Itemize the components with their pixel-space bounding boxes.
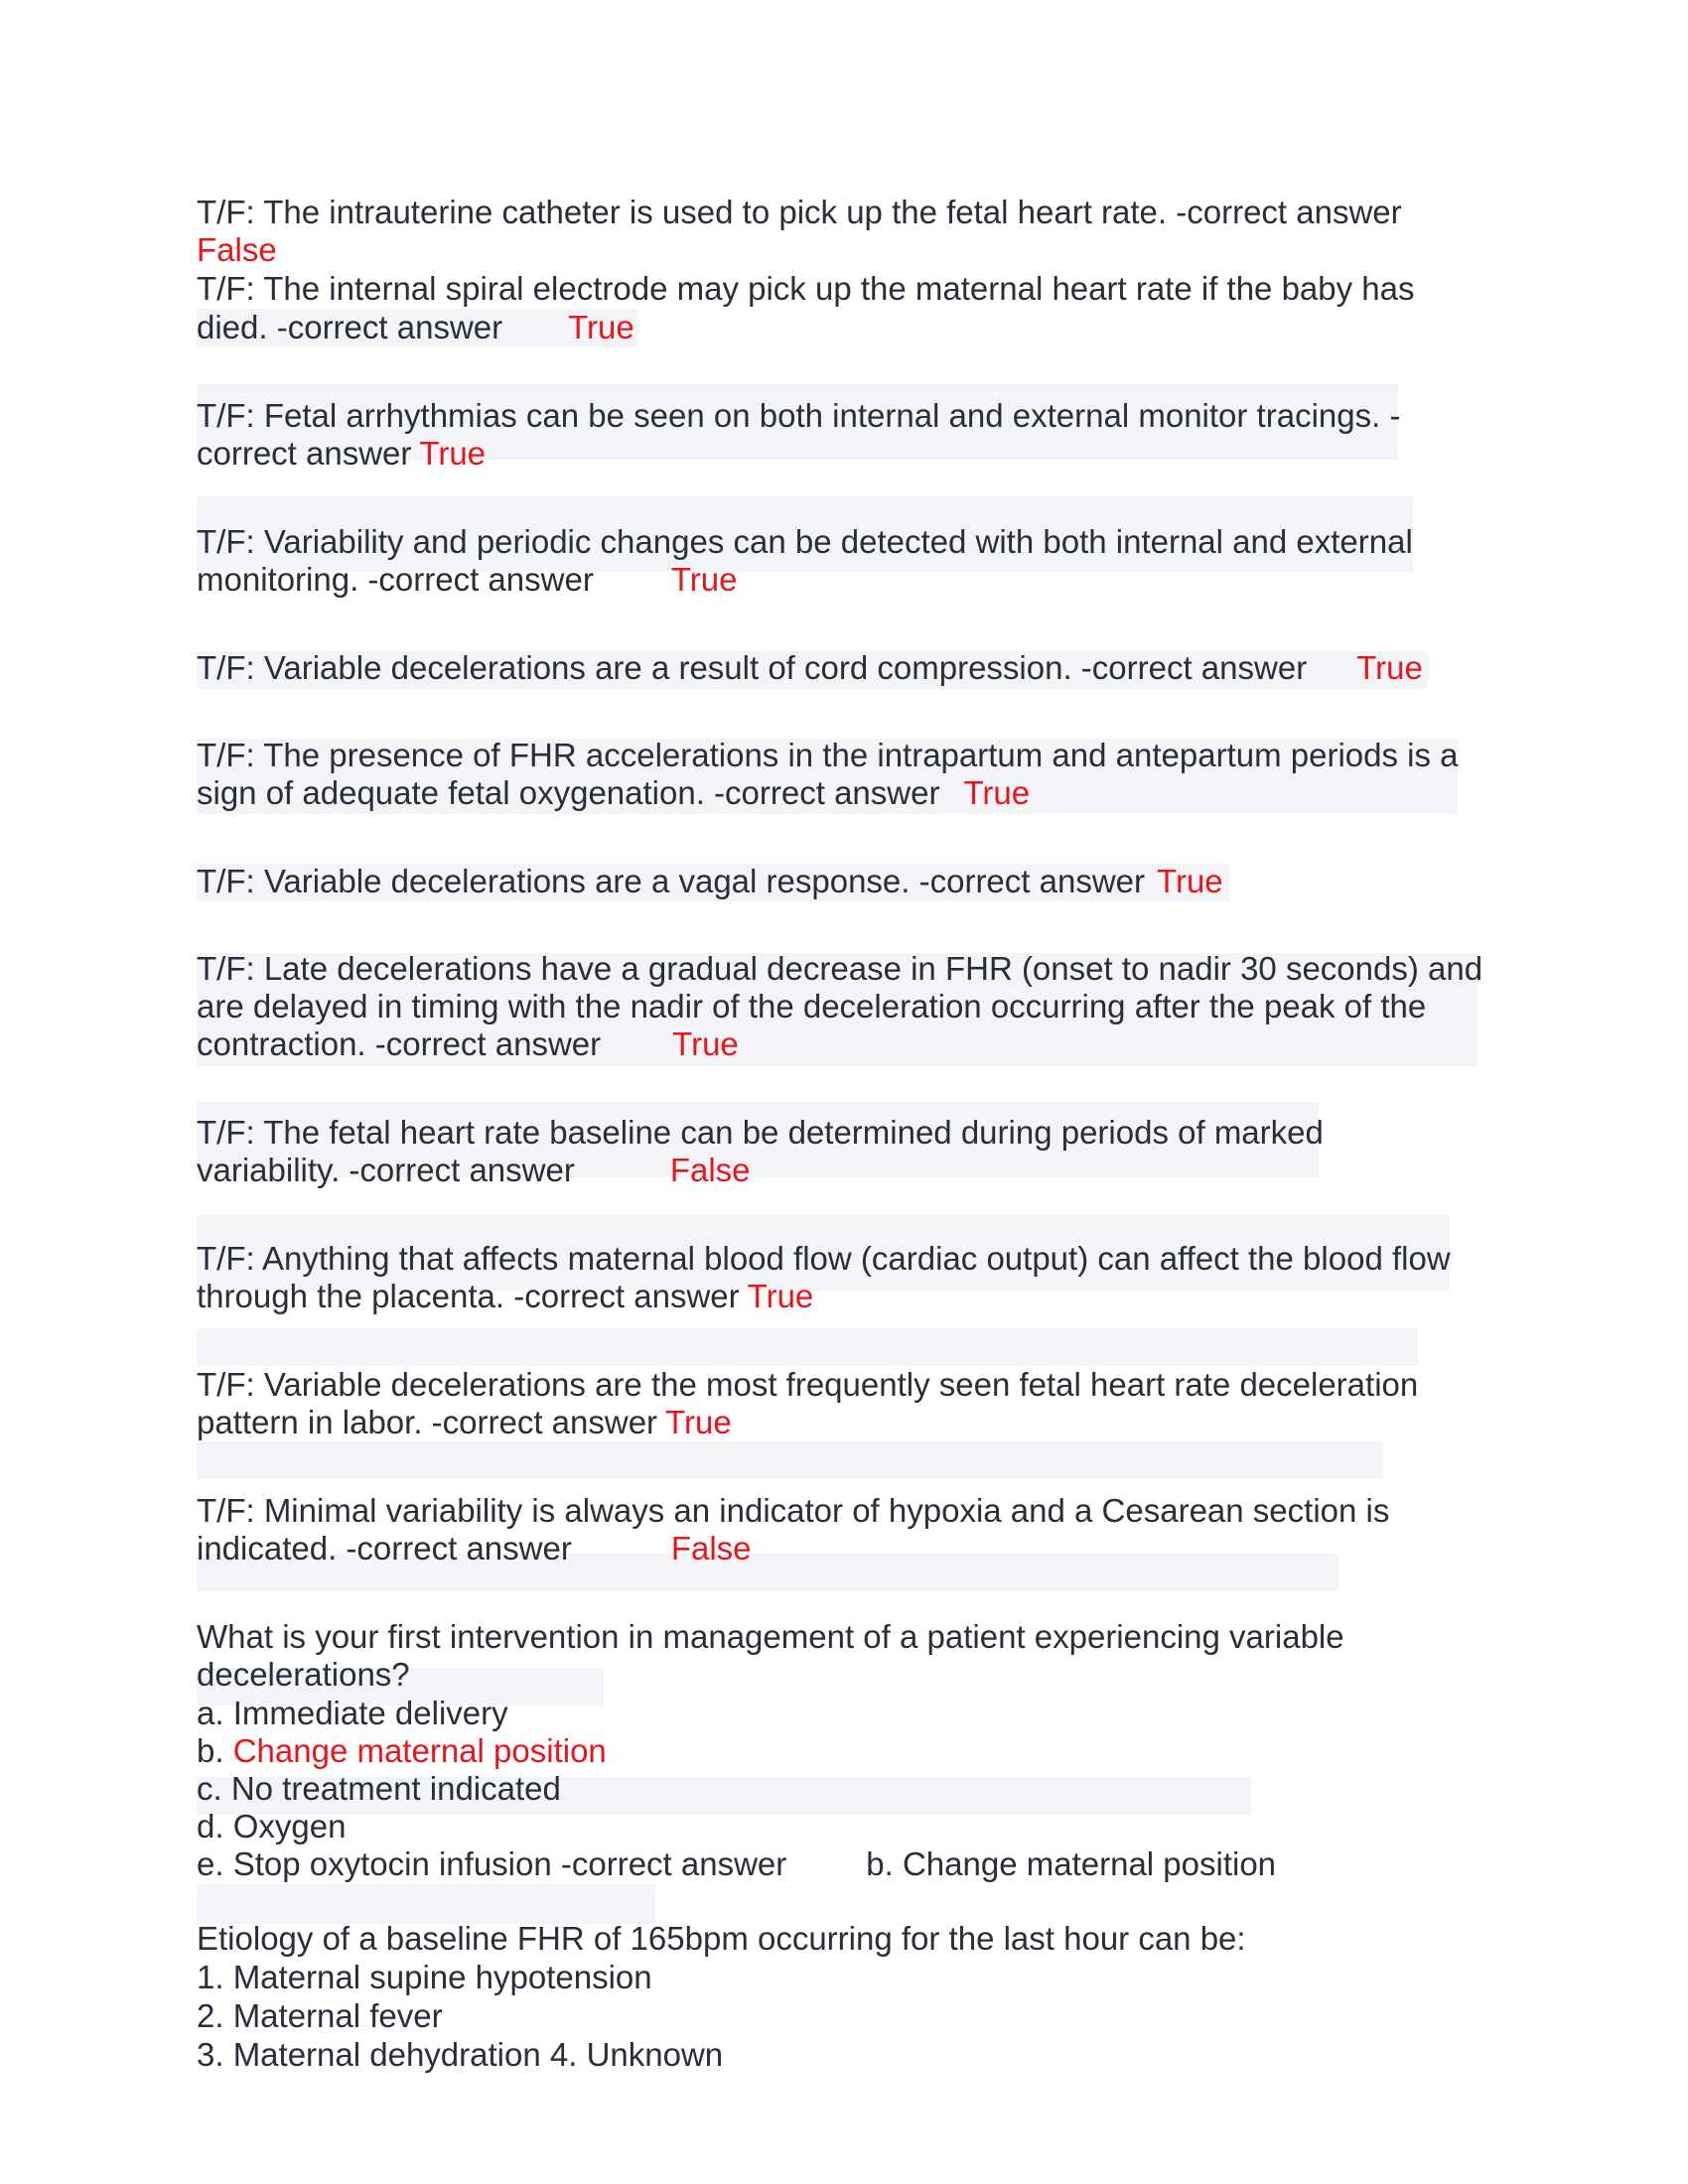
etiology-item: 3. Maternal dehydration 4. Unknown (197, 2036, 724, 2073)
answer-text (197, 231, 277, 269)
answer-value: True (672, 1025, 739, 1062)
answer-value: True (1356, 649, 1423, 686)
mcq-stem: What is your first intervention in management of a patient experiencing variable (197, 1618, 1344, 1655)
question-text: T/F: Late decelerations have a gradual decrease in FHR (onset to nadir 30 seconds) and (197, 950, 1483, 987)
question-text: contraction. -correct answer True (197, 1025, 739, 1062)
answer-value: False (669, 1152, 751, 1188)
question-text: T/F: Variable decelerations are a result of cord compression. -correct answer True (197, 649, 1423, 686)
question-text: monitoring. -correct answer True (197, 561, 738, 598)
mcq-option-e: e. Stop oxytocin infusion -correct answer b. Change maternal position (197, 1845, 1277, 1882)
question-text: are delayed in timing with the nadir of the deceleration occurring after the peak of the (197, 988, 1427, 1024)
question-text: sign of adequate fetal oxygenation. -correct answer True (197, 774, 1031, 811)
question-text: T/F: Anything that affects maternal blood flow (cardiac output) can affect the blood flow (197, 1240, 1451, 1277)
question-text: T/F: The intrauterine catheter is used to pick up the fetal heart rate. -correct answer (197, 194, 1402, 230)
mcq-option-c: c. No treatment indicated (197, 1770, 561, 1807)
etiology-item: 1. Maternal supine hypotension (197, 1959, 652, 1995)
question-text: T/F: Fetal arrhythmias can be seen on both internal and external monitor tracings. - (197, 397, 1401, 434)
shade-band (197, 1884, 655, 1924)
question-text: correct answer True (197, 435, 487, 472)
mcq-stem: decelerations? (197, 1656, 410, 1693)
answer-value: False (197, 231, 277, 268)
answer-value: False (670, 1530, 752, 1567)
etiology-item: 2. Maternal fever (197, 1997, 443, 2034)
answer-value: True (665, 1404, 732, 1440)
answer-value: True (670, 561, 738, 598)
shade-band (197, 1328, 1418, 1366)
question-text: T/F: Minimal variability is always an indicator of hypoxia and a Cesarean section is (197, 1492, 1390, 1529)
question-text: T/F: Variability and periodic changes can be detected with both internal and external (197, 523, 1413, 560)
mcq-answer: b. Change maternal position (866, 1845, 1277, 1882)
question-text: variability. -correct answer False (197, 1152, 751, 1188)
answer-value: True (419, 435, 487, 472)
question-text: indicated. -correct answer False (197, 1530, 752, 1567)
shade-band (197, 1441, 1383, 1479)
answer-value: True (747, 1278, 814, 1314)
question-text: through the placenta. -correct answer True (197, 1278, 814, 1314)
question-text: T/F: The internal spiral electrode may pick up the maternal heart rate if the baby has (197, 270, 1415, 307)
answer-value: True (963, 774, 1031, 811)
question-text: T/F: The presence of FHR accelerations in the intrapartum and antepartum periods is a (197, 737, 1459, 773)
question-text: T/F: Variable decelerations are a vagal response. -correct answer True (197, 863, 1223, 899)
question-text: T/F: Variable decelerations are the most frequently seen fetal heart rate deceleration (197, 1366, 1419, 1403)
question-text: pattern in labor. -correct answer True (197, 1404, 732, 1440)
question-text: died. -correct answer True (197, 309, 634, 345)
question-text: T/F: The fetal heart rate baseline can be determined during periods of marked (197, 1114, 1324, 1151)
mcq-option-b: b. Change maternal position (197, 1732, 607, 1769)
mcq-option-d: d. Oxygen (197, 1808, 347, 1844)
mcq-option-a: a. Immediate delivery (197, 1695, 508, 1731)
answer-value: True (1157, 863, 1223, 899)
highlighted-option: Change maternal position (232, 1732, 607, 1769)
etiology-stem: Etiology of a baseline FHR of 165bpm occurring for the last hour can be: (197, 1920, 1246, 1957)
answer-value: True (568, 309, 634, 345)
